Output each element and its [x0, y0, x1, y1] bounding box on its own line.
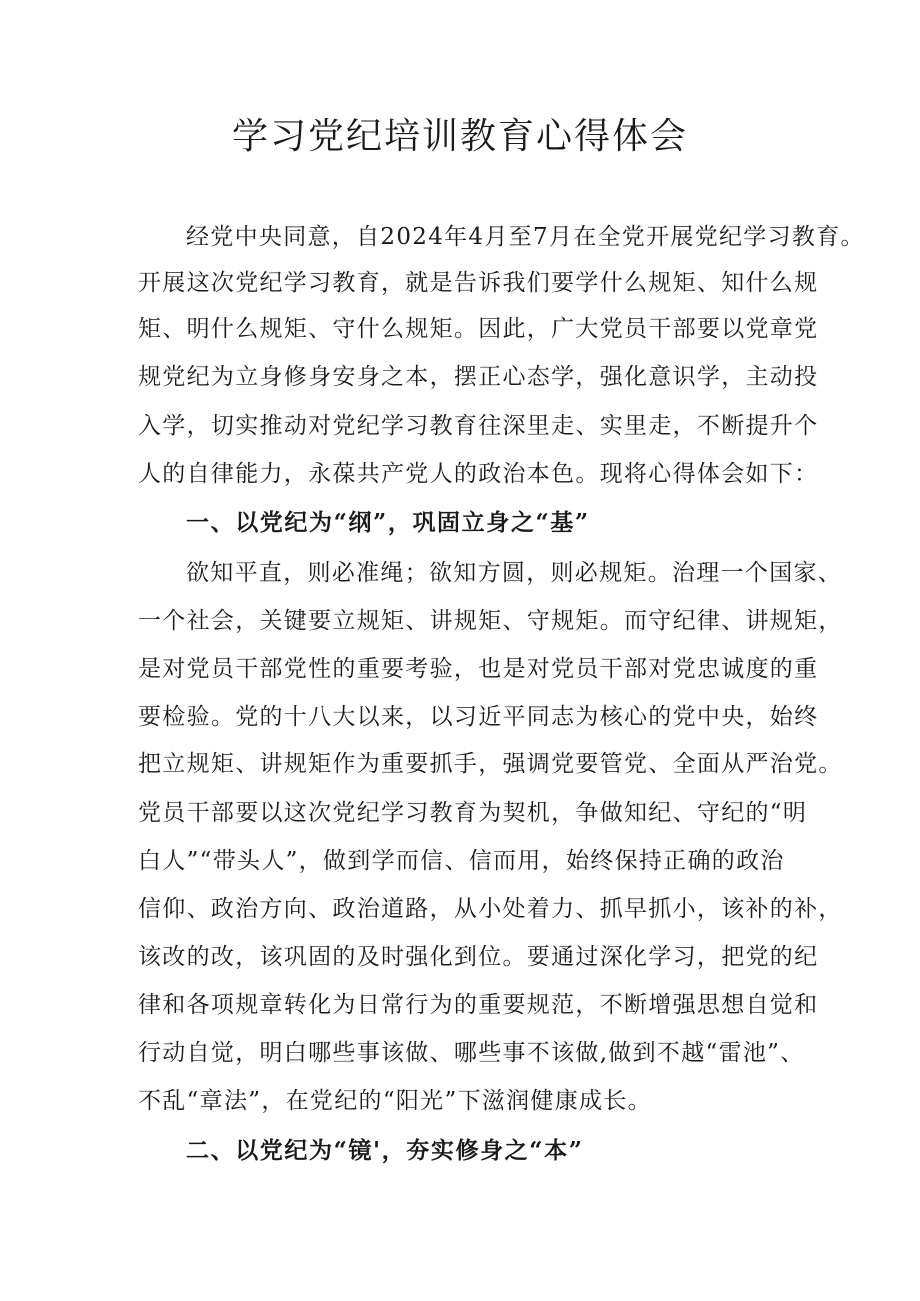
- paragraph-2-line-1: 欲知平直，则必准绳；欲知方圆，则必规矩。治理一个国家、: [186, 560, 843, 586]
- paragraph-2-line-12: 不乱“章法”，在党纪的“阳光”下滋润健康成长。: [138, 1088, 652, 1114]
- paragraph-2-line-5: 把立规矩、讲规矩作为重要抓手，强调党要管党、全面从严治党。: [138, 751, 843, 777]
- paragraph-2-line-4: 要检验。党的十八大以来，以习近平同志为核心的党中央，始终: [138, 704, 819, 730]
- paragraph-2-line-7: 白人”“带头人”，做到学而信、信而用，始终保持正确的政治: [138, 848, 785, 874]
- paragraph-2-line-8: 信仰、政治方向、政治道路，从小处着力、抓早抓小，该补的补，: [138, 896, 843, 922]
- document-title: 学习党纪培训教育心得体会: [231, 116, 688, 157]
- section-heading-2: 二、以党纪为“镜'，夯实修身之“本”: [186, 1137, 584, 1164]
- paragraph-2-line-2: 一个社会，关键要立规矩、讲规矩、守规矩。而守纪律、讲规矩，: [138, 608, 843, 634]
- section-heading-1: 一、以党纪为“纲”，巩固立身之“基”: [186, 509, 590, 536]
- paragraph-2-line-10: 律和各项规章转化为日常行为的重要规范，不断增强思想自觉和: [138, 992, 819, 1018]
- paragraph-1-line-4: 规党纪为立身修身安身之本，摆正心态学，强化意识学，主动投: [138, 364, 819, 390]
- paragraph-2-line-11: 行动自觉，明白哪些事该做、哪些事不该做,做到不越“雷池”、: [138, 1040, 805, 1066]
- paragraph-1-line-3: 矩、明什么规矩、守什么规矩。因此，广大党员干部要以党章党: [138, 316, 819, 342]
- paragraph-1-line-6: 人的自律能力，永葆共产党人的政治本色。现将心得体会如下：: [138, 461, 819, 487]
- paragraph-1-line-5: 入学，切实推动对党纪学习教育往深里走、实里走，不断提升个: [138, 413, 819, 439]
- paragraph-2-line-6: 党员干部要以这次党纪学习教育为契机，争做知纪、守纪的“明: [138, 800, 808, 826]
- paragraph-2-line-9: 该改的改，该巩固的及时强化到位。要通过深化学习，把党的纪: [138, 944, 819, 970]
- paragraph-1-line-2: 开展这次党纪学习教育，就是告诉我们要学什么规矩、知什么规: [138, 270, 819, 296]
- paragraph-1-line-1: 经党中央同意，自2024年4月至7月在全党开展党纪学习教育。: [186, 224, 865, 250]
- paragraph-2-line-3: 是对党员干部党性的重要考验，也是对党员干部对党忠诚度的重: [138, 656, 819, 682]
